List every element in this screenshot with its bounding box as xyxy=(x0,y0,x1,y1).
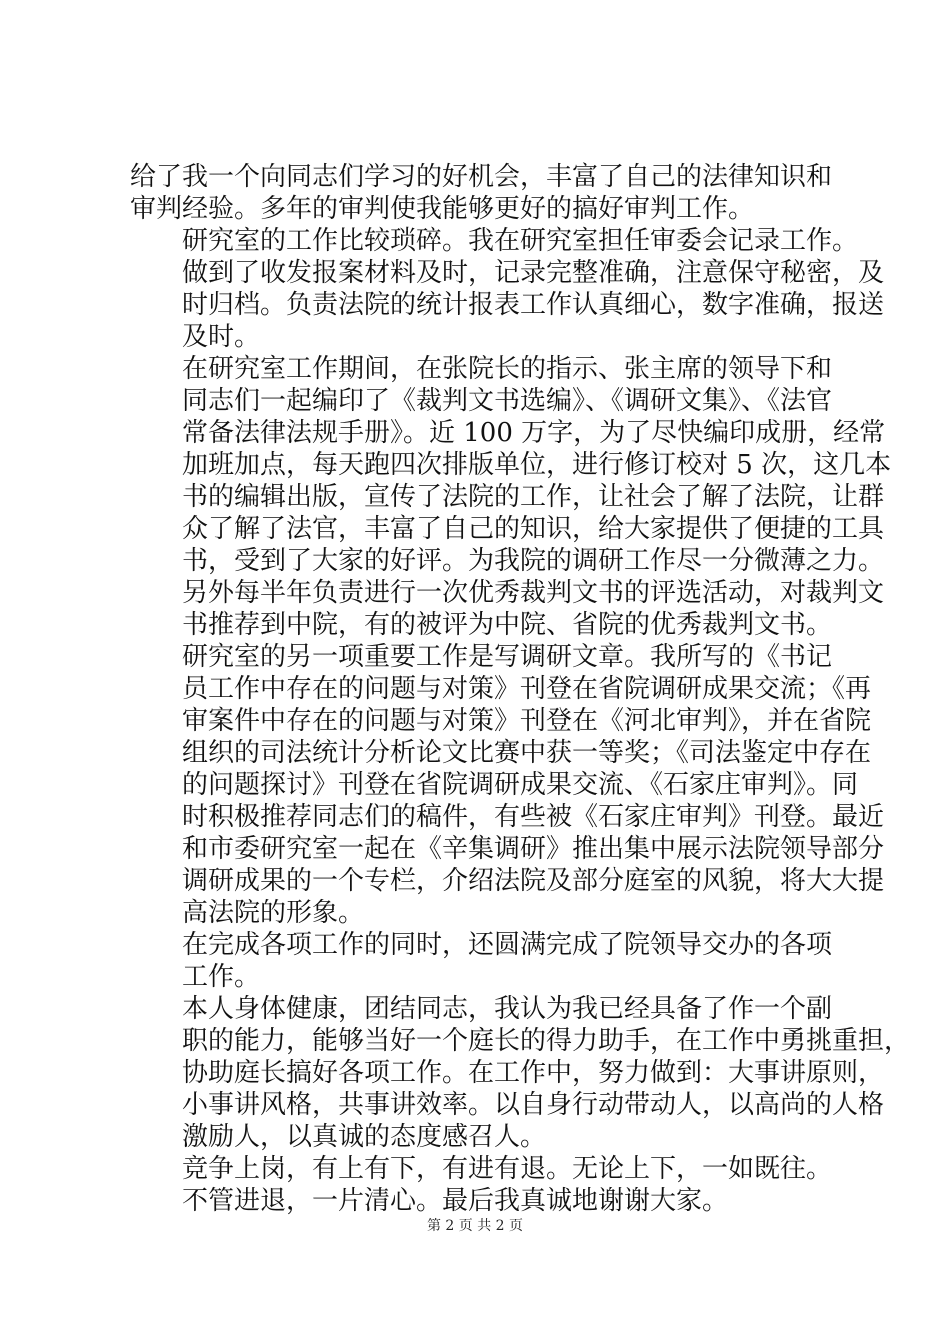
paragraph-line: 激励人，以真诚的态度感召人。 xyxy=(182,1122,547,1152)
document-body xyxy=(130,161,911,1217)
paragraph-line: 书的编辑出版，宣传了法院的工作，让社会了解了法院，让群 xyxy=(182,482,885,512)
paragraph-line: 高法院的形象。 xyxy=(182,898,365,928)
paragraph xyxy=(130,353,892,641)
paragraph-line: 工作。 xyxy=(182,962,261,992)
paragraph-line: 组织的司法统计分析论文比赛中获一等奖；《司法鉴定中存在 xyxy=(182,738,872,768)
paragraph-line: 做到了收发报案材料及时，记录完整准确，注意保守秘密，及 xyxy=(182,258,885,288)
paragraph-line: 竞争上岗，有上有下，有进有退。无论上下，一如既往。 xyxy=(182,1154,833,1184)
paragraph-line: 小事讲风格，共事讲效率。以自身行动带动人，以高尚的人格 xyxy=(182,1090,885,1120)
paragraph-line: 调研成果的一个专栏，介绍法院及部分庭室的风貌，将大大提 xyxy=(182,866,885,896)
paragraph-line: 众了解了法官，丰富了自己的知识，给大家提供了便捷的工具 xyxy=(182,514,885,544)
paragraph-line: 书，受到了大家的好评。为我院的调研工作尽一分微薄之力。 xyxy=(182,546,885,576)
paragraph-line: 不管进退，一片清心。最后我真诚地谢谢大家。 xyxy=(182,1186,729,1216)
paragraph-line: 员工作中存在的问题与对策》刊登在省院调研成果交流；《再 xyxy=(182,674,872,704)
paragraph-line: 审案件中存在的问题与对策》刊登在《河北审判》，并在省院 xyxy=(182,706,872,736)
paragraph-line: 的问题探讨》刊登在省院调研成果交流、《石家庄审判》。同 xyxy=(182,770,859,800)
paragraph-line: 时积极推荐同志们的稿件，有些被《石家庄审判》刊登。最近 xyxy=(182,802,885,832)
paragraph-line: 在完成各项工作的同时，还圆满完成了院领导交办的各项 xyxy=(182,930,833,960)
page-footer: 第 2 页 共 2 页 xyxy=(426,1218,524,1234)
paragraph-line: 在研究室工作期间，在张院长的指示、张主席的领导下和 xyxy=(182,354,833,384)
paragraph xyxy=(130,929,835,993)
paragraph xyxy=(130,225,885,353)
paragraph-line: 审判经验。多年的审判使我能够更好的搞好审判工作。 xyxy=(130,194,755,224)
paragraph xyxy=(130,161,835,225)
paragraph-line: 常备法律法规手册》。近 100 万字，为了尽快编印成册，经常 xyxy=(182,418,886,448)
paragraph-line: 给了我一个向同志们学习的好机会，丰富了自己的法律知识和 xyxy=(130,162,833,192)
paragraph-line: 另外每半年负责进行一次优秀裁判文书的评选活动，对裁判文 xyxy=(182,578,885,608)
paragraph-line: 和市委研究室一起在《辛集调研》推出集中展示法院领导部分 xyxy=(182,834,885,864)
paragraph-line: 协助庭长搞好各项工作。在工作中，努力做到：大事讲原则， xyxy=(182,1058,885,1088)
paragraph xyxy=(130,993,911,1153)
paragraph-line: 同志们一起编印了《裁判文书选编》、《调研文集》、《法官 xyxy=(182,386,833,416)
paragraph-line: 及时。 xyxy=(182,322,261,352)
paragraph xyxy=(130,641,885,929)
paragraph-line: 时归档。负责法院的统计报表工作认真细心，数字准确，报送 xyxy=(182,290,885,320)
paragraph-line: 研究室的另一项重要工作是写调研文章。我所写的《书记 xyxy=(182,642,833,672)
paragraph xyxy=(130,1153,835,1217)
paragraph-line: 本人身体健康，团结同志，我认为我已经具备了作一个副 xyxy=(182,994,833,1024)
paragraph-line: 职的能力，能够当好一个庭长的得力助手，在工作中勇挑重担， xyxy=(182,1026,911,1056)
paragraph-line: 书推荐到中院，有的被评为中院、省院的优秀裁判文书。 xyxy=(182,610,833,640)
paragraph-line: 加班加点，每天跑四次排版单位，进行修订校对 5 次，这几本 xyxy=(182,450,892,480)
paragraph-line: 研究室的工作比较琐碎。我在研究室担任审委会记录工作。 xyxy=(182,226,859,256)
